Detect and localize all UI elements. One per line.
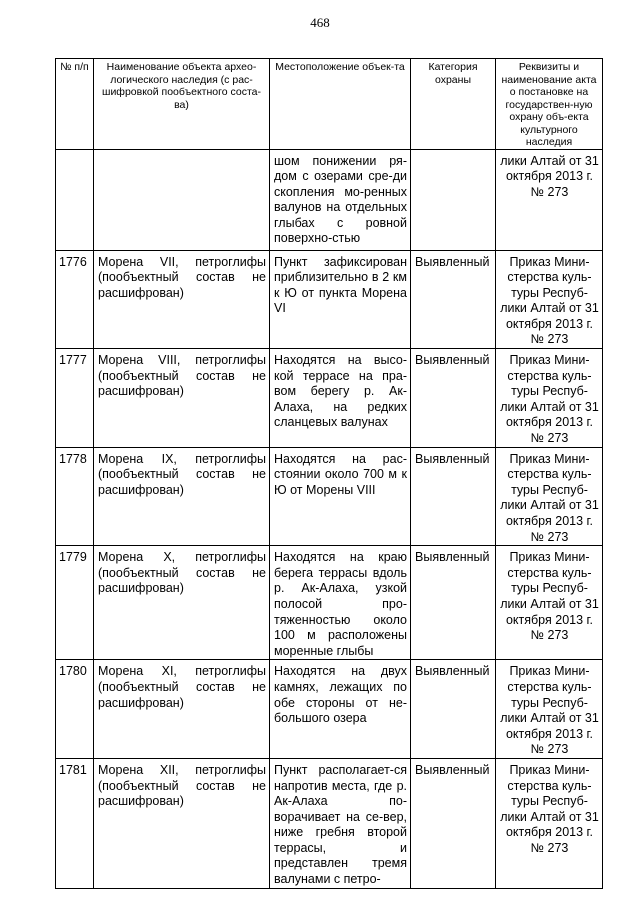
cell-object-name xyxy=(94,149,270,250)
cell-number: 1781 xyxy=(56,758,94,888)
table-row xyxy=(56,660,603,759)
header-number: № п/п xyxy=(56,59,94,150)
cell-category: Выявленный xyxy=(411,250,496,349)
cell-object-name: Морена VIII, петроглифы (пообъектный состав не расшифрован) xyxy=(94,349,270,448)
header-category: Категория охраны xyxy=(411,59,496,150)
header-object-name: Наименование объекта архео-логического наследия (с рас-шифровкой пообъектного соста-ва) xyxy=(94,59,270,150)
cell-location: Пункт располагает-ся напротив места, где р. Ак-Алаха по-ворачивает на се-вер, ниже гребня второй террасы, и представлен тремя валунами с петро- xyxy=(270,758,411,888)
cell-act: Приказ Мини-стерства куль-туры Респуб-лики Алтай от 31 октября 2013 г. № 273 xyxy=(496,250,603,349)
cell-number: 1777 xyxy=(56,349,94,448)
table-row xyxy=(56,250,603,349)
cell-category: Выявленный xyxy=(411,758,496,888)
cell-object-name: Морена IX, петроглифы (пообъектный состав не расшифрован) xyxy=(94,447,270,546)
cell-category xyxy=(411,149,496,250)
cell-location: шом понижении ря-дом с озерами сре-ди скопления мо-ренных валунов на отдельных глыбах с ровной поверхно-стью xyxy=(270,149,411,250)
table-row xyxy=(56,758,603,888)
cell-number: 1779 xyxy=(56,546,94,660)
cell-act: Приказ Мини-стерства куль-туры Респуб-лики Алтай от 31 октября 2013 г. № 273 xyxy=(496,758,603,888)
table-row xyxy=(56,546,603,660)
cell-act: Приказ Мини-стерства куль-туры Респуб-лики Алтай от 31 октября 2013 г. № 273 xyxy=(496,349,603,448)
cell-category: Выявленный xyxy=(411,349,496,448)
cell-location: Находятся на двух камнях, лежащих по обе стороны от не-большого озера xyxy=(270,660,411,759)
table-row-continuation xyxy=(56,149,603,250)
table-row xyxy=(56,447,603,546)
cell-number xyxy=(56,149,94,250)
cell-object-name: Морена XII, петроглифы (пообъектный состав не расшифрован) xyxy=(94,758,270,888)
cell-object-name: Морена XI, петроглифы (пообъектный состав не расшифрован) xyxy=(94,660,270,759)
cell-number: 1780 xyxy=(56,660,94,759)
cell-act: Приказ Мини-стерства куль-туры Респуб-лики Алтай от 31 октября 2013 г. № 273 xyxy=(496,447,603,546)
cell-act: лики Алтай от 31 октября 2013 г. № 273 xyxy=(496,149,603,250)
cell-category: Выявленный xyxy=(411,546,496,660)
heritage-objects-table xyxy=(55,58,603,889)
cell-location: Находятся на высо-кой террасе на пра-вом берегу р. Ак-Алаха, на редких сланцевых валунах xyxy=(270,349,411,448)
table-header-row xyxy=(56,59,603,150)
cell-act: Приказ Мини-стерства куль-туры Респуб-лики Алтай от 31 октября 2013 г. № 273 xyxy=(496,546,603,660)
cell-number: 1778 xyxy=(56,447,94,546)
cell-category: Выявленный xyxy=(411,447,496,546)
header-location: Местоположение объек-та xyxy=(270,59,411,150)
cell-location: Пункт зафиксирован приблизительно в 2 км к Ю от пункта Морена VI xyxy=(270,250,411,349)
table-row xyxy=(56,349,603,448)
cell-location: Находятся на краю берега террасы вдоль р. Ак-Алаха, узкой полосой про-тяженностью около 100 м расположены моренные глыбы xyxy=(270,546,411,660)
page-number: 468 xyxy=(310,15,330,30)
cell-object-name: Морена VII, петроглифы (пообъектный состав не расшифрован) xyxy=(94,250,270,349)
cell-number: 1776 xyxy=(56,250,94,349)
cell-object-name: Морена X, петроглифы (пообъектный состав не расшифрован) xyxy=(94,546,270,660)
cell-act: Приказ Мини-стерства куль-туры Респуб-лики Алтай от 31 октября 2013 г. № 273 xyxy=(496,660,603,759)
cell-category: Выявленный xyxy=(411,660,496,759)
cell-location: Находятся на рас-стоянии около 700 м к Ю от Морены VIII xyxy=(270,447,411,546)
header-act: Реквизиты и наименование акта о постановке на государствен-ную охрану объ-екта культурного наследия xyxy=(496,59,603,150)
